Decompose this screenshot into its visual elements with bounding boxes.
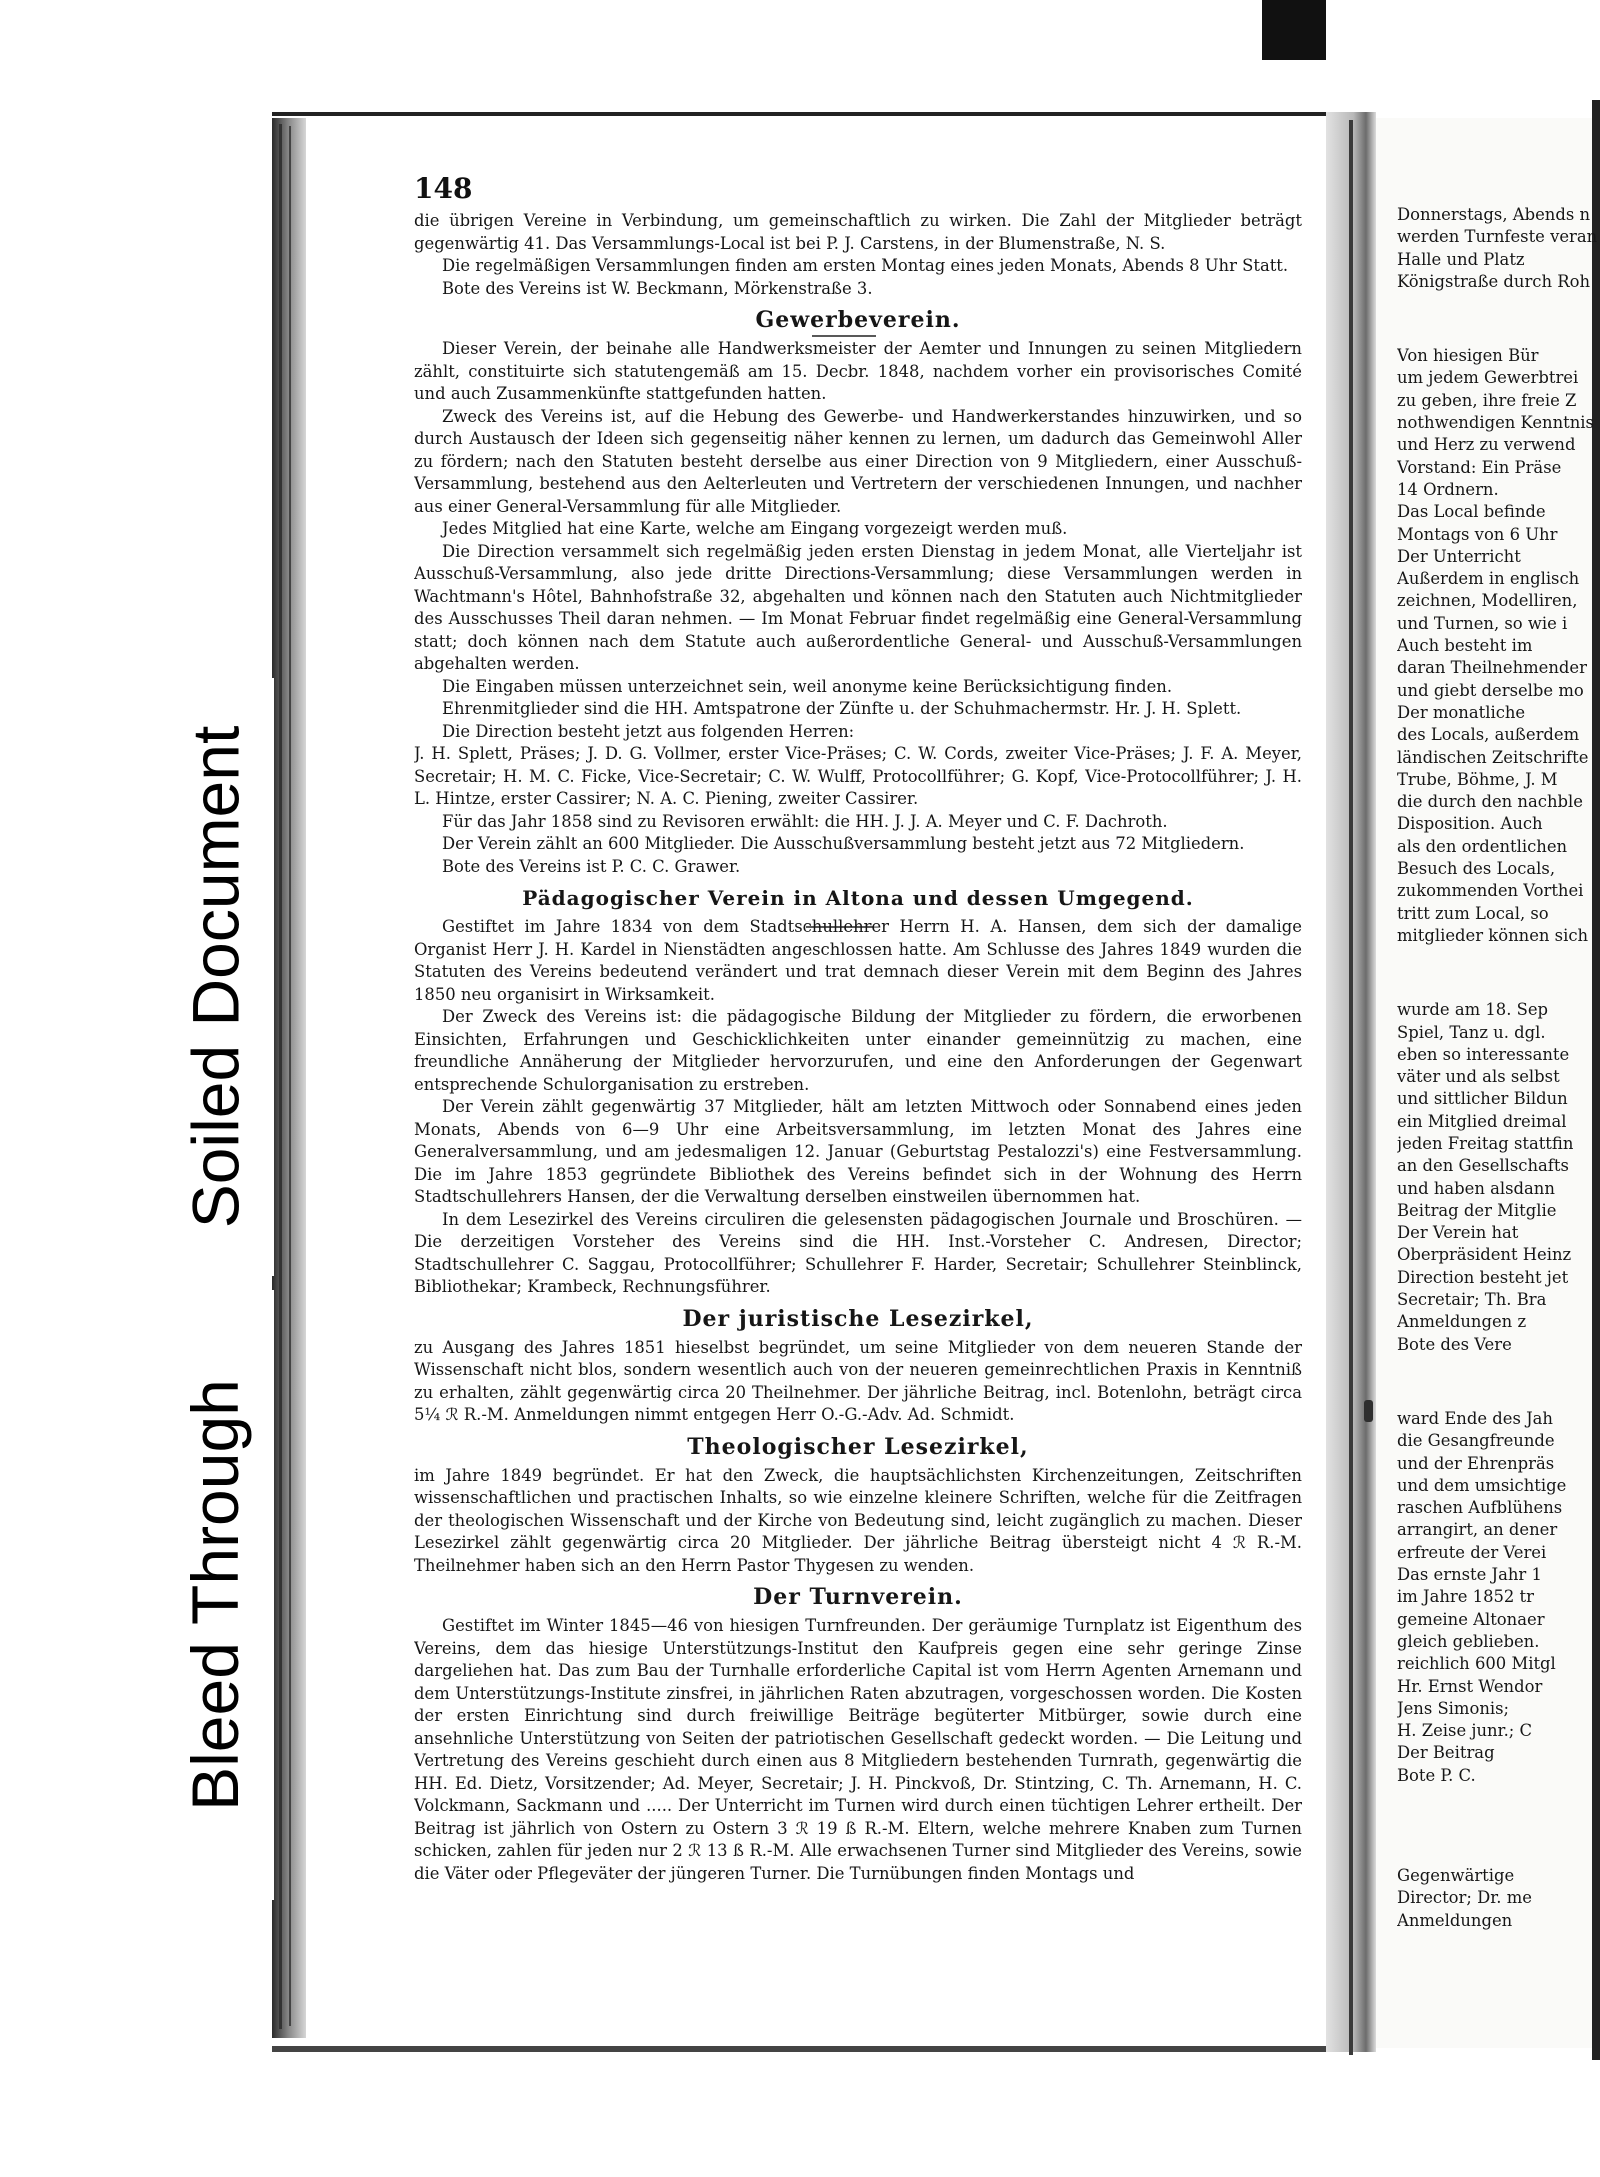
right-page-line: daran Theilnehmender (1397, 658, 1587, 678)
paragraph: Zweck des Vereins ist, auf die Hebung des Gewerbe- und Handwerkerstandes hinzuwirken, und so durch Austausch der Ideen sich gegenseitig näher kennen zu lernen, um dadurch das Gemeinwohl Aller zu fördern; nach den Statuten besteht derselbe aus einer Direction von 9 Mitgliedern, einer Ausschuß-Versammlung, bestehend aus den Aelterleuten und Vertretern der verschiedenen Innungen, und nachher aus einer General-Versammlung für alle Mitglieder. (414, 406, 1302, 516)
section-heading: Pädagogischer Verein in Altona und dessen Umgegend. (522, 886, 1194, 910)
right-page-line: Der Unterricht (1397, 546, 1521, 566)
binding-line (1349, 120, 1353, 2055)
right-page-line: H. Zeise junr.; C (1397, 1721, 1533, 1741)
top-right-dark-strip (1262, 0, 1326, 60)
right-page-line: um jedem Gewerbtrei (1397, 368, 1579, 388)
right-page-line: zu geben, ihre freie Z (1397, 390, 1577, 410)
right-page-line: an den Gesellschafts (1397, 1156, 1569, 1176)
right-page-line: Hr. Ernst Wendor (1397, 1676, 1543, 1696)
paragraph: Die Eingaben müssen unterzeichnet sein, weil anonyme keine Berücksichtigung finden. (442, 676, 1173, 696)
right-page-line: und giebt derselbe mo (1397, 680, 1584, 700)
paragraph: Gestiftet im Winter 1845—46 von hiesigen Turnfreunden. Der geräumige Turnplatz ist Eigenthum des Vereins, dem das hiesige Unterstützungs-Institut den Kaufpreis gegen eine sehr geringe Zinse dargeliehen hat. Das zum Bau der Turnhalle erforderliche Capital ist vom Herrn Agenten Arnemann und dem Unterstützungs-Institute zinsfrei, in jährlichen Raten abzutragen, vorgeschossen worden. Die Kosten der ersten Einrichtung sind durch freiwillige Beiträge begüterter Mitbürger, sowie durch eine ansehnliche Unterstützung von Seiten der patriotischen Gesellschaft gedeckt worden. — Die Leitung und Vertretung des Vereins geschieht durch einen aus 8 Mitgliedern bestehenden Turnrath, gegenwärtig die HH. Ed. Dietz, Vorsitzender; Ad. Meyer, Secretair; J. H. Pinckvoß, Dr. Stintzing, C. Th. Arnemann, H. C. Volckmann, Sackmann und ..... Der Unterricht im Turnen wird durch einen tüchtigen Lehrer ertheilt. Der Beitrag ist jährlich von Ostern zu Ostern 3 ℛ 19 ß R.-M. Eltern, welche mehrere Knaben zum Turnen schicken, zahlen für jeden nur 2 ℛ 13 ß R.-M. Alle erwachsenen Turner sind Mitglieder des Vereins, sowie die Väter oder Pflegeväter der jüngeren Turner. Die Turnübungen finden Montags und (414, 1616, 1302, 1883)
section-juristischer-lesezirkel (414, 1305, 1302, 1427)
right-page-line: Königstraße durch Roh (1397, 271, 1591, 291)
paragraph: zu Ausgang des Jahres 1851 hieselbst begründet, um seine Mitglieder von dem neueren Stande der Wissenschaft nicht blos, sondern wesentlich auch von der neueren gemeinrechtlichen Praxis in Kenntniß zu erhalten, zählt gegenwärtig circa 20 Theilnehmer. Der jährliche Beitrag, incl. Botenlohn, beträgt circa 5¼ ℛ R.-M. Anmeldungen nimmt entgegen Herr O.-G.-Adv. Ad. Schmidt. (414, 1337, 1302, 1424)
right-page-line: Donnerstags, Abends n (1397, 205, 1591, 224)
paragraph: im Jahre 1849 begründet. Er hat den Zweck, die hauptsächlichsten Kirchenzeitungen, Zeitschriften wissenschaftlichen und practischen Inhalts, so wie einzelne kleinere Schriften, welche für die Zeitfragen der theologischen Wissenschaft und der Kirche von Bedeutung sind, leicht zugänglich zu machen. Dieser Lesezirkel zählt gegenwärtig circa 20 Mitglieder. Der jährliche Beitrag übersteigt nicht 4 ℛ R.-M. Theilnehmer haben sich an den Herrn Pastor Thygesen zu wenden. (414, 1465, 1302, 1575)
right-page-line: reichlich 600 Mitgl (1397, 1654, 1556, 1674)
right-page-line: zeichnen, Modelliren, (1397, 591, 1578, 611)
right-page-line: Spiel, Tanz u. dgl. (1397, 1022, 1546, 1042)
paragraph: Bote des Vereins ist W. Beckmann, Mörkenstraße 3. (442, 278, 873, 298)
right-page-line: väter und als selbst (1397, 1067, 1560, 1087)
right-page-gap (1397, 319, 1600, 345)
right-page-line: Bote des Vere (1397, 1334, 1512, 1354)
right-page-line: und sittlicher Bildun (1397, 1089, 1568, 1109)
right-page-line: Der Verein hat (1397, 1223, 1519, 1243)
right-page-line: Von hiesigen Bür (1397, 346, 1539, 366)
right-page-line: Jens Simonis; (1397, 1698, 1510, 1718)
right-page-line: Director; Dr. me (1397, 1888, 1532, 1908)
left-page-stack-line (289, 126, 291, 2026)
right-page-gap (1397, 293, 1600, 319)
right-page-gap (1397, 1839, 1600, 1865)
right-page-line: Secretair; Th. Bra (1397, 1290, 1547, 1310)
right-page-line: und der Ehrenpräs (1397, 1453, 1555, 1473)
punch-mark (1364, 1400, 1373, 1422)
right-page-line: Beitrag der Mitglie (1397, 1200, 1557, 1220)
right-page-line: tritt zum Local, so (1397, 903, 1549, 923)
right-page-line: des Locals, außerdem (1397, 725, 1580, 745)
right-page-line: Das ernste Jahr 1 (1397, 1565, 1542, 1585)
paragraph: J. H. Splett, Präses; J. D. G. Vollmer, erster Vice-Präses; C. W. Cords, zweiter Vice-Präses; J. F. A. Meyer, Secretair; H. M. C. Ficke, Vice-Secretair; C. W. Wulff, Protocollführer; G. Kopf, Vice-Protocollführer; J. H. L. Hintze, erster Cassirer; N. A. C. Piening, zweiter Cassirer. (414, 744, 1302, 808)
right-page-line: Oberpräsident Heinz (1397, 1245, 1572, 1265)
right-page-line: Der monatliche (1397, 702, 1526, 722)
right-page-line: Vorstand: Ein Präse (1397, 457, 1562, 477)
paragraph: die übrigen Vereine in Verbindung, um gemeinschaftlich zu wirken. Die Zahl der Mitglieder beträgt gegenwärtig 41. Das Versammlungs-Local ist bei P. J. Carstens, in der Blumenstraße, N. S. (414, 211, 1302, 253)
right-page-line: ward Ende des Jah (1397, 1408, 1553, 1428)
intro-block (414, 210, 1302, 300)
right-page-line: Bote P. C. (1397, 1765, 1476, 1785)
right-page-line: arrangirt, an dener (1397, 1520, 1558, 1540)
right-page-gap (1397, 1356, 1600, 1382)
page-top-edge (272, 112, 1352, 116)
right-page-line: Gegenwärtige (1397, 1866, 1515, 1885)
page-number: 148 (414, 172, 473, 205)
paragraph: Der Zweck des Vereins ist: die pädagogische Bildung der Mitglieder zu fördern, die erworbenen Einsichten, Erfahrungen und Geschicklichkeiten unter einander gemeinnützig zu machen, eine freundliche Annäherung der Mitglieder hervorzurufen, und eine den Anforderungen der Gegenwart entsprechende Schulorganisation zu erstreben. (414, 1007, 1302, 1094)
right-page-line: und haben alsdann (1397, 1178, 1555, 1198)
right-page-line: Außerdem in englisch (1397, 569, 1580, 589)
right-page-line: wurde am 18. Sep (1397, 1000, 1549, 1020)
right-page-line: und dem umsichtige (1397, 1475, 1567, 1495)
paragraph: Gestiftet im Jahre 1834 von dem Stadtschullehrer Herrn H. A. Hansen, dem sich der damalige Organist Herr J. H. Kardel in Nienstädten angeschlossen hatte. Am Schlusse des Jahres 1849 wurden die Statuten des Vereins bedeutend verändert und trat demnach dieser Verein mit dem Beginn des Jahres 1850 neu organisirt in Wirksamkeit. (414, 917, 1302, 1004)
right-page-line: Anmeldungen z (1397, 1312, 1527, 1332)
right-page-line: gleich geblieben. (1397, 1631, 1540, 1651)
soiled-document-text: Soiled Document (178, 725, 253, 1229)
right-page-line: Das Local befinde (1397, 502, 1546, 522)
right-page-gap (1397, 1787, 1600, 1813)
right-page-line: nothwendigen Kenntnis (1397, 413, 1594, 433)
right-page-line: Auch besteht im (1397, 636, 1533, 656)
section-heading: Der Turnverein. (753, 1584, 963, 1610)
left-page-text (414, 210, 1302, 2040)
right-page-line: Trube, Böhme, J. M (1397, 769, 1558, 789)
section-gewerbeverein (414, 306, 1302, 878)
right-page-gap (1397, 947, 1600, 973)
right-page-line: Direction besteht jet (1397, 1267, 1569, 1287)
right-page-line: jeden Freitag stattfin (1397, 1133, 1574, 1153)
right-page-line: als den ordentlichen (1397, 836, 1568, 856)
right-page-gap (1397, 1382, 1600, 1408)
paragraph: In dem Lesezirkel des Vereins circuliren die gelesensten pädagogischen Journale und Broschüren. — Die derzeitigen Vorsteher des Vereins sind die HH. Inst.-Vorsteher C. Andresen, Director; Stadtschullehrer C. Saggau, Protocollführer; Schullehrer F. Harder, Secretair; Schullehrer Steinblinck, Bibliothekar; Krambeck, Rechnungsführer. (414, 1209, 1302, 1296)
paragraph: Für das Jahr 1858 sind zu Revisoren erwählt: die HH. J. J. A. Meyer und C. F. Dachroth. (442, 811, 1168, 831)
right-page-line: die durch den nachble (1397, 792, 1583, 812)
right-page-line: zukommenden Vorthei (1397, 881, 1584, 901)
right-page-line: im Jahre 1852 tr (1397, 1587, 1534, 1607)
section-turnverein (414, 1583, 1302, 1885)
right-page-line: ländischen Zeitschrifte (1397, 747, 1589, 767)
paragraph: Der Verein zählt an 600 Mitglieder. Die Ausschußversammlung besteht jetzt aus 72 Mitgliedern. (442, 834, 1245, 853)
right-page-gap (1397, 973, 1600, 999)
right-page-line: Montags von 6 Uhr (1397, 524, 1558, 544)
section-paedagogischer-verein (414, 884, 1302, 1299)
paragraph: Jedes Mitglied hat eine Karte, welche am Eingang vorgezeigt werden muß. (442, 519, 1068, 538)
right-page-line: Anmeldungen (1397, 1910, 1513, 1930)
page-bottom-edge (272, 2046, 1352, 2052)
paragraph: Der Verein zählt gegenwärtig 37 Mitglieder, hält am letzten Mittwoch oder Sonnabend eines jeden Monats, Abends von 6—9 Uhr eine Arbeitsversammlung, im letzten Monat des Jahres eine Generalversammlung, und am jedesmaligen 12. Januar (Geburtstag Pestalozzi's) eine Festversammlung. Die im Jahre 1853 gegründete Bibliothek des Vereins befindet sich in der Wohnung des Herrn Stadtschullehrers Hansen, der die Verwaltung derselben einstweilen übernommen hat. (414, 1097, 1302, 1206)
bleed-through-label (156, 1290, 274, 1900)
paragraph: Die Direction versammelt sich regelmäßig jeden ersten Dienstag in jedem Monat, alle Vierteljahr ist Ausschuß-Versammlung, also jede dritte Directions-Versammlung; diese Versammlungen werden in Wachtmann's Hôtel, Bahnhofstraße 32, abgehalten und können nach den Statuten auch Nichtmitglieder des Ausschusses Theil daran nehmen. — Im Monat Februar findet regelmäßig eine General-Versammlung statt; doch können nach dem Statute auch außerordentliche General- und Ausschuß-Versammlungen abgehalten werden. (414, 541, 1302, 673)
section-heading: Gewerbeverein. (755, 307, 961, 333)
right-page-line: die Gesangfreunde (1397, 1431, 1555, 1451)
right-page-fragments (1397, 204, 1600, 2034)
right-page-line: gemeine Altonaer (1397, 1609, 1545, 1629)
right-page-line: mitglieder können sich (1397, 925, 1589, 945)
section-heading: Der juristische Lesezirkel, (682, 1305, 1034, 1332)
right-page-line: und Turnen, so wie i (1397, 613, 1568, 633)
right-page-line: ein Mitglied dreimal (1397, 1111, 1567, 1131)
right-page-gap (1397, 1813, 1600, 1839)
right-page-line: raschen Aufblühens (1397, 1498, 1563, 1518)
paragraph: Ehrenmitglieder sind die HH. Amtspatrone der Zünfte u. der Schuhmachermstr. Hr. J. H. Splett. (442, 699, 1242, 718)
right-page-line: eben so interessante (1397, 1044, 1570, 1064)
paragraph: Dieser Verein, der beinahe alle Handwerksmeister der Aemter und Innungen zu seinen Mitgliedern zählt, constituirte sich statutengemäß am 15. Decbr. 1848, nachdem vorher ein provisorisches Comité und auch Zusammenkünfte stattgefunden hatten. (414, 339, 1302, 403)
paragraph: Die regelmäßigen Versammlungen finden am ersten Montag eines jeden Monats, Abends 8 Uhr Statt. (442, 256, 1289, 275)
right-page-line: Halle und Platz (1397, 249, 1525, 269)
section-heading: Theologischer Lesezirkel, (687, 1433, 1029, 1460)
right-page-line: 14 Ordnern. (1397, 479, 1499, 499)
paragraph: Bote des Vereins ist P. C. C. Grawer. (442, 856, 741, 876)
bleed-through-text: Bleed Through (178, 1379, 252, 1811)
soiled-document-label (156, 678, 274, 1276)
left-page-stack-line (279, 124, 282, 2029)
right-page-line: Der Beitrag (1397, 1743, 1495, 1763)
right-page-line: Disposition. Auch (1397, 814, 1543, 834)
right-page-line: und Herz zu verwend (1397, 435, 1576, 455)
right-page-line: erfreute der Verei (1397, 1542, 1547, 1562)
section-theologischer-lesezirkel (414, 1433, 1302, 1578)
right-page-line: Besuch des Locals, (1397, 859, 1556, 879)
paragraph: Die Direction besteht jetzt aus folgenden Herren: (442, 721, 855, 741)
right-page-line: werden Turnfeste veran (1397, 227, 1598, 247)
